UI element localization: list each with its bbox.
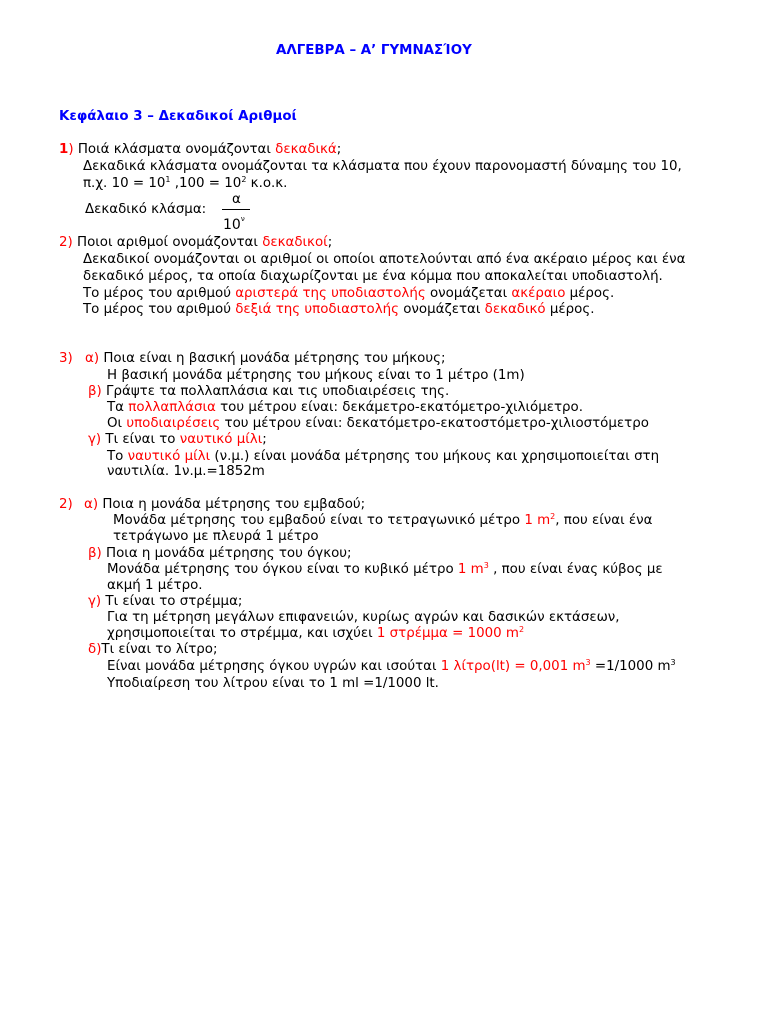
q4c-l2-exponent: 2 <box>518 625 525 634</box>
q4c-label: γ) <box>88 594 102 609</box>
q1-number: 1 <box>59 142 69 157</box>
q4c-answer-line2 <box>107 625 524 642</box>
q1-question <box>59 141 341 158</box>
q2-l4-b: ονομάζεται <box>398 302 485 317</box>
q2-number: 2) <box>59 235 73 250</box>
q4c-l2-a: χρησιμοποιείται το στρέμμα, και ισχύει <box>107 626 377 641</box>
q1-example-a: π.χ. 10 = 10 <box>83 176 166 191</box>
q4d-l1-exponent: 3 <box>585 658 591 667</box>
q4c-question-text: Τι είναι το στρέμμα; <box>101 594 243 609</box>
q4b-question-text: Ποια η μονάδα μέτρησης του όγκου; <box>101 546 352 561</box>
q1-answer-line1: Δεκαδικά κλάσματα ονομάζονται τα κλάσματα που έχουν παρονομαστή δύναμης του 10, <box>83 159 682 174</box>
q1-question-text: Ποιά κλάσματα ονομάζονται <box>73 142 276 157</box>
q4b-l1-a: Μονάδα μέτρησης του όγκου είναι το κυβικό μέτρο <box>107 562 458 577</box>
q2-l4-c: μέρος. <box>545 302 595 317</box>
q4a-l1-highlight: 1 m <box>524 513 551 528</box>
q4d-l1-a: Είναι μονάδα μέτρησης όγκου υγρών και ισούται <box>107 659 441 674</box>
q2-l3-highlight2: ακέραιο <box>511 286 566 301</box>
q3c-q-b: ; <box>262 432 267 447</box>
q4a-question <box>84 496 365 513</box>
q3b-l2-a: Οι <box>107 416 127 431</box>
q3c-l1-b: (ν.μ.) είναι μονάδα μέτρησης του μήκους και χρησιμοποιείται στη <box>210 449 660 464</box>
fraction-denominator <box>223 217 245 234</box>
q3a-label: α) <box>85 351 100 366</box>
q4b-answer-line1 <box>107 561 663 578</box>
q4d-question <box>88 641 218 658</box>
fraction-numerator: α <box>232 192 241 207</box>
q3b-question-text: Γράψτε τα πολλαπλάσια και τις υποδιαιρέσεις της. <box>101 384 450 399</box>
q2-highlight: δεκαδικοί <box>262 235 328 250</box>
q4d-l1-b: =1/1000 m <box>590 659 671 674</box>
q3-number: 3) <box>59 351 73 366</box>
q4-number: 2) <box>59 497 73 512</box>
document-title: ΑΛΓΕΒΡΑ – Α’ ΓΥΜΝΑΣΊΟΥ <box>276 43 472 58</box>
chapter-heading: Κεφάλαιο 3 – Δεκαδικοί Αριθμοί <box>59 109 297 124</box>
fraction-bar <box>222 209 250 210</box>
q2-l4-highlight1: δεξιά της υποδιαστολής <box>235 302 399 317</box>
q4c-answer-line1: Για τη μέτρηση μεγάλων επιφανειών, κυρίως αγρών και δασικών εκτάσεων, <box>107 610 620 625</box>
q1-example-exp1: 1 <box>165 175 171 184</box>
q3b-label: β) <box>88 384 102 399</box>
q4a-question-text: Ποια η μονάδα μέτρησης του εμβαδού; <box>98 497 366 512</box>
q4a-l1-exponent: 2 <box>550 512 556 521</box>
q1-paren: ) <box>68 142 74 157</box>
q3b-l2-b: του μέτρου είναι: δεκατόμετρο-εκατοστόμετρο-χιλιοστόμετρο <box>220 416 649 431</box>
q2-l3-b: ονομάζεται <box>425 286 512 301</box>
q4d-l1-highlight: 1 λίτρο(lt) = 0,001 m <box>440 659 586 674</box>
q3c-q-a: Τι είναι το <box>101 432 180 447</box>
q3b-l1-a: Τα <box>107 400 129 415</box>
q4a-answer-line1 <box>113 512 652 529</box>
q4c-l2-highlight: 1 στρέμμα = 1000 m <box>376 626 519 641</box>
q3c-q-highlight: ναυτικό μίλι <box>179 432 263 447</box>
q3a-question <box>85 350 446 367</box>
q3c-l1-a: Το <box>107 449 128 464</box>
q2-l4-a: Το μέρος του αριθμού <box>83 302 236 317</box>
q4a-label: α) <box>84 497 99 512</box>
q3b-l1-highlight: πολλαπλάσια <box>128 400 216 415</box>
q1-example <box>83 175 287 192</box>
q2-l3-highlight1: αριστερά της υποδιαστολής <box>235 286 426 301</box>
q1-example-exp2: 2 <box>241 175 247 184</box>
q4b-l1-exponent: 3 <box>483 561 489 570</box>
q2-l4-highlight2: δεκαδικό <box>484 302 546 317</box>
q3a-answer: Η βασική μονάδα μέτρησης του μήκους είναι το 1 μέτρο (1m) <box>107 368 525 383</box>
q1-highlight: δεκαδικά <box>275 142 337 157</box>
q4b-l1-b: , που είναι ένας κύβος με <box>488 562 663 577</box>
q3b-answer-line1 <box>107 399 583 416</box>
q3b-answer-line2 <box>107 415 649 432</box>
q3b-l2-highlight: υποδιαιρέσεις <box>126 416 221 431</box>
fraction-denominator-exponent: ν <box>240 215 245 223</box>
q2-question-end: ; <box>327 235 333 250</box>
q2-question-text: Ποιοι αριθμοί ονομάζονται <box>72 235 263 250</box>
q4d-l1-exponent2: 3 <box>670 658 676 667</box>
q1-question-end: ; <box>336 142 342 157</box>
q1-fraction-label: Δεκαδικό κλάσμα: <box>85 202 207 217</box>
q4b-answer-line2: ακμή 1 μέτρο. <box>107 578 203 593</box>
q2-answer-line2: δεκαδικό μέρος, τα οποία διαχωρίζονται με ένα κόμμα που αποκαλείται υποδιαστολή. <box>83 269 663 284</box>
q2-answer-line3 <box>83 285 614 302</box>
q2-answer-line4 <box>83 301 594 318</box>
q3b-l1-b: του μέτρου είναι: δεκάμετρο-εκατόμετρο-χιλιόμετρο. <box>215 400 583 415</box>
q2-answer-line1: Δεκαδικοί ονομάζονται οι αριθμοί οι οποίοι αποτελούνται από ένα ακέραιο μέρος και ένα <box>83 252 686 267</box>
q4a-l1-b: , που είναι ένα <box>555 513 653 528</box>
q4a-answer-line2: τετράγωνο με πλευρά 1 μέτρο <box>113 529 319 544</box>
q4d-question-text: Τι είναι το λίτρο; <box>101 642 218 657</box>
q2-l3-c: μέρος. <box>565 286 615 301</box>
q3c-l1-highlight: ναυτικό μίλι <box>127 449 211 464</box>
q4b-label: β) <box>88 546 102 561</box>
q2-question <box>59 234 332 251</box>
q3b-question <box>88 383 449 400</box>
q1-example-c: κ.ο.κ. <box>246 176 288 191</box>
q4d-label: δ) <box>88 642 102 657</box>
q4c-question <box>88 593 242 610</box>
q4d-answer-line2: Υποδιαίρεση του λίτρου είναι το 1 ml =1/1000 lt. <box>107 676 439 691</box>
q3c-answer-line2: ναυτιλία. 1ν.μ.=1852m <box>107 464 265 479</box>
q4a-l1-a: Μονάδα μέτρησης του εμβαδού είναι το τετραγωνικό μέτρο <box>113 513 525 528</box>
q2-l3-a: Το μέρος του αριθμού <box>83 286 236 301</box>
q3c-label: γ) <box>88 432 102 447</box>
q4d-answer-line1 <box>107 658 676 675</box>
q3c-question <box>88 431 267 448</box>
q3a-question-text: Ποια είναι η βασική μονάδα μέτρησης του μήκους; <box>99 351 446 366</box>
q1-example-b: ,100 = 10 <box>170 176 242 191</box>
q4b-question <box>88 545 352 562</box>
q4b-l1-highlight: 1 m <box>457 562 484 577</box>
fraction-denominator-base: 10 <box>223 217 241 233</box>
